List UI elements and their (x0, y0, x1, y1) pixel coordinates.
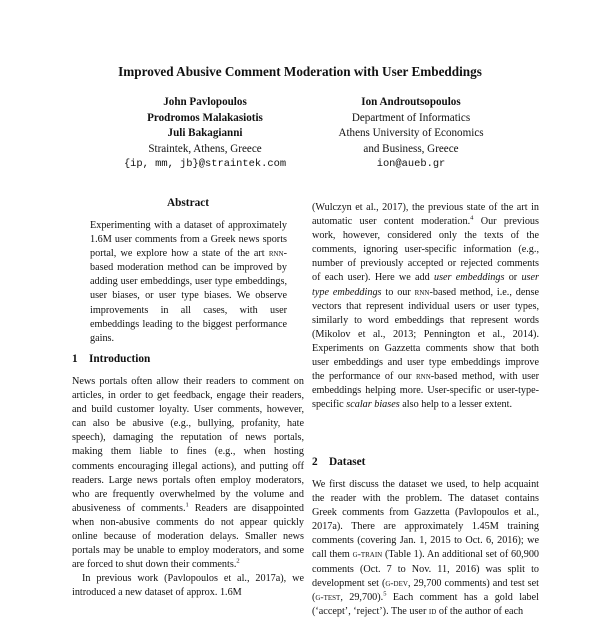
author-affiliation: Straintek, Athens, Greece (148, 142, 262, 155)
paragraph: (Wulczyn et al., 2017), the previous state of the art in automatic user content moderation.$^4$ Our previous work, however, considered only the texts of the comments, ignoring user-specific information (e.g., number of previously accepted or rejected comments of each user). Here we add user embeddings or user type embeddings to our rnn-based method, i.e., dense vectors that represent individual users or user types, similarly to word embeddings that represent words (Mikolov et al., 2013; Pennington et al., 2014). Experiments on Gazzetta comments show that both user embeddings and user type embeddings improve the performance of our rnn-based method, with user embeddings helping more. User-specific or user-type-specific scalar biases also help to a lesser extent. (312, 202, 540, 411)
author-affiliation: Athens University of Economics (338, 127, 484, 140)
section-heading-dataset: 2 Dataset (312, 456, 366, 468)
author-email: ion@aueb.gr (376, 158, 446, 171)
paper-title: Improved Abusive Comment Moderation with User Embeddings (118, 64, 482, 79)
paragraph: In previous work (Pavlopoulos et al., 2017a), we introduced a new dataset of approx. 1.6M (72, 573, 304, 599)
introduction-text (72, 375, 304, 601)
author-name: Juli Bakagianni (167, 127, 243, 140)
abstract-heading: Abstract (166, 197, 210, 209)
author-name: John Pavlopoulos (163, 96, 247, 108)
paragraph: We first discuss the dataset we used, to help acquaint the reader with the problem. The dataset contains Greek comments from Gazzetta (Pavlopoulos et al., 2017a). There are approximately 1.45M training comments (covering Jan. 1, 2015 to Oct. 6, 2016); we call them g-train (Table 1). An additional set of 60,900 comments (Oct. 7 to Nov. 11, 2016) was split to development set (g-dev, 29,700 comments) and test set (g-test, 29,700).$^5$ Each comment has a gold label (‘accept’, ‘reject’). The user id of the author of each (312, 479, 540, 617)
author-affiliation: Department of Informatics (351, 111, 471, 124)
author-email: {ip, mm, jb}@straintek.com (123, 158, 287, 171)
author-block-right (316, 95, 506, 173)
abstract-text: Experimenting with a dataset of approximately 1.6M user comments from a Greek news sports portal, we explore how a state of the art rnn-based moderation method can be improved by adding user embeddings, user type embeddings, user biases, or user type biases. We observe improvements in all cases, with user embeddings leading to the biggest performance gains. (90, 220, 287, 344)
author-affiliation: and Business, Greece (363, 142, 459, 155)
paragraph: News portals often allow their readers to comment on articles, in order to get feedback, engage their readers, and build customer loyalty. User comments, however, can also be abusive (e.g., bullying, profanity, hate speech), damaging the reputation of news portals, making them liable to fines (e.g., when hosting comments encouraging illegal actions), and putting off readers. Large news portals often employ moderators, who are frequently overwhelmed by the volume and abusiveness of comments.$^1$ Readers are disappointed when non-abusive comments do not appear quickly online because of moderation delays. Smaller news portals may be unable to employ moderators, and some are forced to shut down their comments.$^2$ (72, 376, 304, 571)
author-block-left (100, 95, 310, 173)
author-name: Ion Androutsopoulos (361, 96, 461, 108)
right-column-text (312, 201, 539, 412)
section-heading-introduction: 1 Introduction (72, 353, 151, 365)
author-name: Prodromos Malakasiotis (147, 111, 263, 124)
dataset-text (312, 478, 539, 619)
